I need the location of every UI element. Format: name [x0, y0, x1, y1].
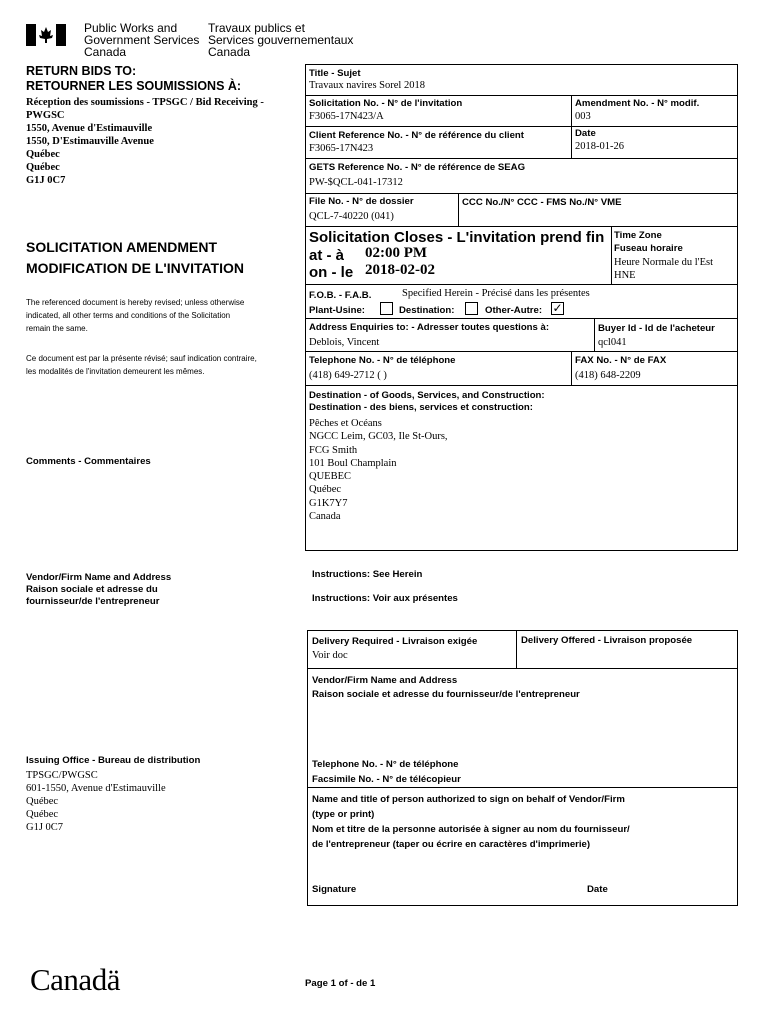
page-number: Page 1 of - de 1 [305, 978, 376, 989]
closes-on-label: on - le [309, 264, 354, 281]
canada-wordmark: Canadä [30, 962, 120, 997]
plant-usine-checkbox[interactable] [380, 302, 393, 315]
solicitation-no-label: Solicitation No. - N° de l'invitation [309, 98, 463, 109]
amendment-no-label: Amendment No. - N° modif. [575, 98, 700, 109]
solicitation-no-value: F3065-17N423/A [309, 111, 384, 122]
telephone-value: (418) 649-2712 ( ) [309, 370, 387, 381]
destination-checkbox[interactable] [465, 302, 478, 315]
gets-reference-label: GETS Reference No. - N° de référence de SEAG [309, 162, 526, 173]
buyer-id-label: Buyer Id - Id de l'acheteur [598, 323, 715, 334]
vendor-address-label: Vendor/Firm Name and Address Raison sociale et adresse du fournisseur/de l'entrepreneur [26, 572, 172, 607]
checkmark-icon: ✓ [552, 301, 563, 315]
destination-goods-label: Destination - of Goods, Services, and Construction: Destination - des biens, services et construction: [309, 390, 545, 413]
closes-time-value: 02:00 PM [365, 245, 428, 261]
delivery-required-value: Voir doc [312, 650, 348, 661]
amendment-note-fr: Ce document est par la présente révisé; sauf indication contraire, les modalités de l'invitation demeurent les mêmes. [26, 354, 257, 376]
amendment-title: SOLICITATION AMENDMENT MODIFICATION DE L'INVITATION [26, 239, 244, 276]
other-autre-checkbox[interactable] [551, 302, 564, 315]
solicitation-closes-title: Solicitation Closes - L'invitation prend fin [309, 229, 605, 246]
file-no-value: QCL-7-40220 (041) [309, 211, 394, 222]
ccc-no-label: CCC No./N° CCC - FMS No./N° VME [462, 197, 622, 208]
destination-goods-address: Pêches et Océans NGCC Leim, GC03, Ile St-Ours, FCG Smith 101 Boul Champlain QUEBEC Québec G1K7Y7 Canada [309, 418, 448, 523]
time-zone-value: Heure Normale du l'Est HNE [614, 257, 713, 281]
other-autre-label: Other-Autre: [485, 305, 543, 316]
closes-date-value: 2018-02-02 [365, 262, 435, 278]
instructions-fr: Instructions: Voir aux présentes [312, 593, 458, 604]
gets-reference-value: PW-$QCL-041-17312 [309, 177, 403, 188]
department-name-en: Public Works and Government Services Canada [84, 21, 200, 59]
signature-label: Signature [312, 884, 357, 895]
telephone-label: Telephone No. - N° de téléphone [309, 355, 456, 366]
address-enquiries-value: Deblois, Vincent [309, 337, 380, 348]
return-bids-address: Réception des soumissions - TPSGC / Bid Receiving - PWGSC 1550, Avenue d'Estimauville 1550, D'Estimauville Avenue Québec Québec G1J 0C7 [26, 97, 264, 186]
instructions-en: Instructions: See Herein [312, 569, 423, 580]
issuing-office-label: Issuing Office - Bureau de distribution [26, 755, 201, 766]
amendment-note-en: The referenced document is hereby revised; unless otherwise indicated, all other terms and conditions of the Solicitation remain the same. [26, 298, 245, 333]
issuing-office-address: TPSGC/PWGSC 601-1550, Avenue d'Estimauville Québec Québec G1J 0C7 [26, 770, 166, 833]
fob-value: Specified Herein - Précisé dans les présentes [402, 288, 590, 299]
vendor-facsimile-label: Facsimile No. - N° de télécopieur [312, 774, 461, 785]
authorized-person-label: Name and title of person authorized to sign on behalf of Vendor/Firm (type or print) Nom et titre de la personne autorisée à signer au nom du fournisseur/ de l'entrepreneur (taper ou écrire en caractères d'imprimerie) [312, 794, 630, 850]
vendor-telephone-label: Telephone No. - N° de téléphone [312, 759, 459, 770]
date-label: Date [575, 128, 596, 139]
delivery-offered-label: Delivery Offered - Livraison proposée [521, 635, 693, 646]
signature-date-label: Date [587, 884, 608, 895]
return-bids-title: RETURN BIDS TO: RETOURNER LES SOUMISSIONS À: [26, 64, 242, 93]
amendment-no-value: 003 [575, 111, 591, 122]
fax-label: FAX No. - N° de FAX [575, 355, 667, 366]
client-reference-label: Client Reference No. - N° de référence du client [309, 130, 524, 141]
title-value: Travaux navires Sorel 2018 [309, 80, 425, 91]
closes-at-label: at - à [309, 247, 345, 264]
address-enquiries-label: Address Enquiries to: - Adresser toutes questions à: [309, 322, 550, 333]
date-value: 2018-01-26 [575, 141, 624, 152]
canada-flag-icon [26, 24, 66, 46]
title-label: Title - Sujet [309, 68, 361, 79]
plant-usine-label: Plant-Usine: [309, 305, 365, 316]
fob-label: F.O.B. - F.A.B. [309, 290, 372, 301]
vendor-firm-label: Vendor/Firm Name and Address Raison sociale et adresse du fournisseur/de l'entrepreneur [312, 675, 580, 700]
buyer-id-value: qcl041 [598, 337, 627, 348]
delivery-required-label: Delivery Required - Livraison exigée [312, 636, 478, 647]
comments-label: Comments - Commentaires [26, 456, 151, 467]
fax-value: (418) 648-2209 [575, 370, 641, 381]
file-no-label: File No. - N° de dossier [309, 196, 414, 207]
department-name-fr: Travaux publics et Services gouvernementaux Canada [208, 21, 354, 59]
time-zone-label: Time Zone Fuseau horaire [614, 230, 683, 254]
destination-label: Destination: [399, 305, 455, 316]
client-reference-value: F3065-17N423 [309, 143, 374, 154]
